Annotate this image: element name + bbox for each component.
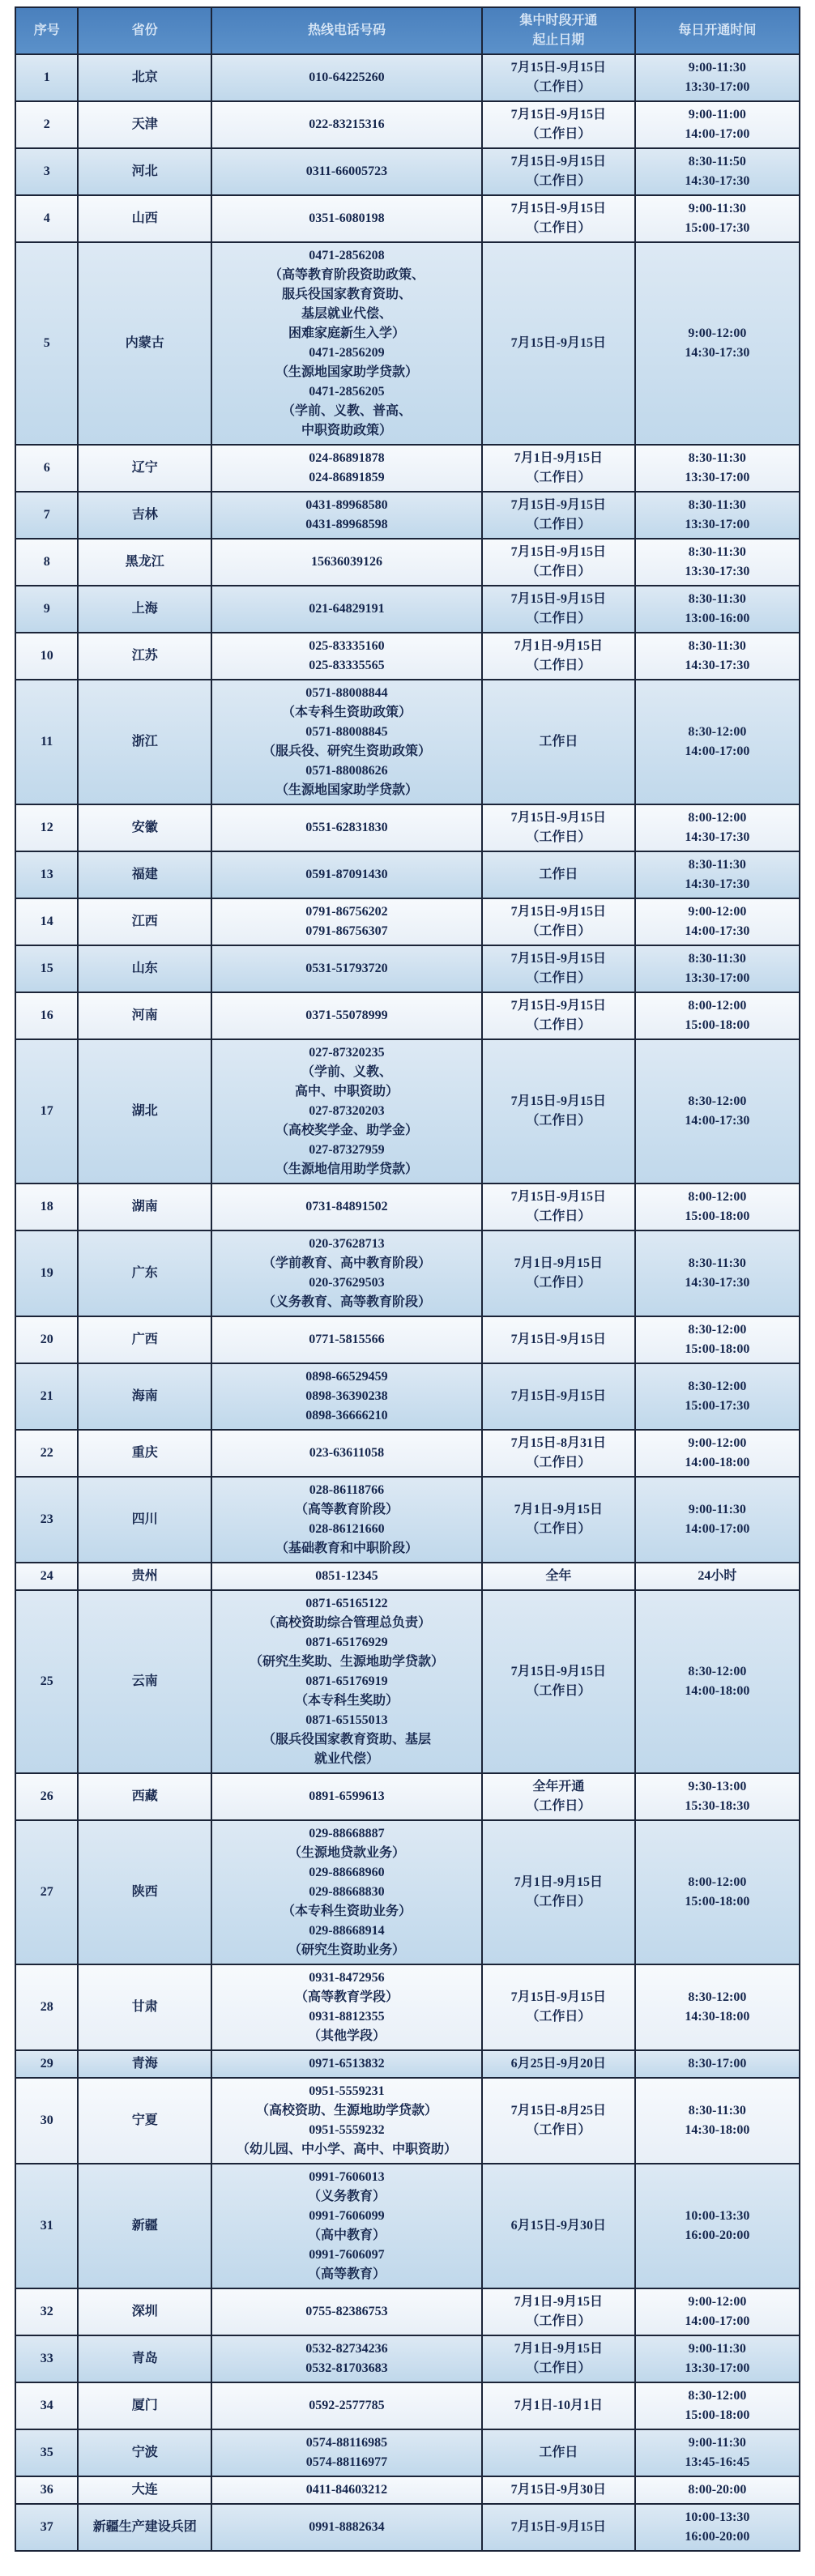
cell-index: 21 [15, 1363, 78, 1430]
cell-hours: 8:00-12:00 15:00-18:00 [635, 992, 800, 1039]
cell-province: 四川 [78, 1477, 211, 1563]
cell-dates: 7月15日-9月15日 [482, 1316, 635, 1363]
cell-phone: 0755-82386753 [211, 2288, 482, 2335]
cell-province: 河北 [78, 148, 211, 195]
cell-province: 陕西 [78, 1820, 211, 1964]
table-row [15, 2429, 800, 2476]
cell-hours: 9:00-11:30 15:00-17:30 [635, 195, 800, 242]
cell-province: 新疆生产建设兵团 [78, 2504, 211, 2551]
cell-hours: 8:30-11:30 14:30-17:30 [635, 1230, 800, 1316]
cell-dates: 全年开通 （工作日） [482, 1773, 635, 1820]
table-row [15, 445, 800, 492]
cell-province: 安徽 [78, 804, 211, 851]
table-row [15, 633, 800, 680]
cell-dates: 7月15日-9月15日 （工作日） [482, 1964, 635, 2050]
cell-index: 24 [15, 1563, 78, 1590]
cell-phone: 010-64225260 [211, 54, 482, 101]
cell-dates: 7月1日-9月15日 （工作日） [482, 1477, 635, 1563]
cell-phone: 0431-89968580 0431-89968598 [211, 492, 482, 539]
cell-province: 山西 [78, 195, 211, 242]
cell-hours: 9:00-11:30 13:45-16:45 [635, 2429, 800, 2476]
cell-phone: 0851-12345 [211, 1563, 482, 1590]
cell-province: 湖北 [78, 1039, 211, 1184]
cell-province: 北京 [78, 54, 211, 101]
cell-phone: 023-63611058 [211, 1430, 482, 1477]
cell-dates: 7月1日-9月15日 （工作日） [482, 2335, 635, 2382]
cell-hours: 8:00-12:00 15:00-18:00 [635, 1820, 800, 1964]
cell-phone: 0791-86756202 0791-86756307 [211, 898, 482, 945]
table-row [15, 1773, 800, 1820]
table-row [15, 2382, 800, 2429]
cell-province: 江西 [78, 898, 211, 945]
cell-hours: 10:00-13:30 16:00-20:00 [635, 2504, 800, 2551]
cell-province: 黑龙江 [78, 539, 211, 586]
cell-hours: 9:00-12:00 14:00-18:00 [635, 1430, 800, 1477]
cell-province: 大连 [78, 2476, 211, 2504]
cell-hours: 8:30-11:30 13:30-17:00 [635, 492, 800, 539]
cell-phone: 0991-8882634 [211, 2504, 482, 2551]
table-row [15, 195, 800, 242]
cell-hours: 8:30-17:00 [635, 2050, 800, 2078]
cell-dates: 7月15日-9月15日 （工作日） [482, 898, 635, 945]
cell-dates: 6月15日-9月30日 [482, 2164, 635, 2288]
cell-dates: 7月1日-10月1日 [482, 2382, 635, 2429]
table-row [15, 680, 800, 804]
cell-phone: 020-37628713 （学前教育、高中教育阶段） 020-37629503 （义务教育、高等教育阶段） [211, 1230, 482, 1316]
cell-hours: 9:00-12:00 14:00-17:30 [635, 898, 800, 945]
cell-hours: 8:30-12:00 14:30-18:00 [635, 1964, 800, 2050]
table-row [15, 101, 800, 148]
cell-phone: 0532-82734236 0532-81703683 [211, 2335, 482, 2382]
cell-phone: 0571-88008844 （本专科生资助政策） 0571-88008845 （服兵役、研究生资助政策） 0571-88008626 （生源地国家助学贷款） [211, 680, 482, 804]
cell-hours: 8:30-12:00 14:00-17:00 [635, 680, 800, 804]
cell-phone: 0731-84891502 [211, 1184, 482, 1230]
cell-index: 7 [15, 492, 78, 539]
cell-index: 36 [15, 2476, 78, 2504]
cell-province: 青海 [78, 2050, 211, 2078]
cell-dates: 7月15日-9月15日 （工作日） [482, 492, 635, 539]
cell-province: 浙江 [78, 680, 211, 804]
cell-hours: 9:00-12:00 14:00-17:00 [635, 2288, 800, 2335]
cell-dates: 工作日 [482, 2429, 635, 2476]
cell-hours: 9:00-12:00 14:30-17:30 [635, 242, 800, 445]
cell-phone: 0531-51793720 [211, 945, 482, 992]
table-row [15, 2335, 800, 2382]
cell-phone: 0931-8472956 （高等教育学段） 0931-8812355 （其他学段） [211, 1964, 482, 2050]
table-row [15, 2164, 800, 2288]
cell-dates: 7月15日-9月15日 [482, 2504, 635, 2551]
cell-dates: 工作日 [482, 851, 635, 898]
cell-hours: 24小时 [635, 1563, 800, 1590]
cell-phone: 0311-66005723 [211, 148, 482, 195]
cell-dates: 7月1日-9月15日 （工作日） [482, 445, 635, 492]
cell-dates: 7月15日-9月15日 （工作日） [482, 101, 635, 148]
table-row [15, 2078, 800, 2164]
cell-phone: 027-87320235 （学前、义教、 高中、中职资助） 027-87320203 （高校奖学金、助学金） 027-87327959 （生源地信用助学贷款） [211, 1039, 482, 1184]
cell-index: 28 [15, 1964, 78, 2050]
cell-index: 23 [15, 1477, 78, 1563]
cell-phone: 025-83335160 025-83335565 [211, 633, 482, 680]
cell-dates: 7月15日-9月15日 （工作日） [482, 195, 635, 242]
cell-phone: 0891-6599613 [211, 1773, 482, 1820]
cell-province: 宁夏 [78, 2078, 211, 2164]
cell-index: 3 [15, 148, 78, 195]
table-row [15, 804, 800, 851]
cell-index: 31 [15, 2164, 78, 2288]
cell-dates: 7月15日-8月25日 （工作日） [482, 2078, 635, 2164]
cell-dates: 工作日 [482, 680, 635, 804]
cell-phone: 0574-88116985 0574-88116977 [211, 2429, 482, 2476]
cell-dates: 7月15日-8月31日 （工作日） [482, 1430, 635, 1477]
cell-province: 海南 [78, 1363, 211, 1430]
cell-phone: 0898-66529459 0898-36390238 0898-36666210 [211, 1363, 482, 1430]
cell-province: 青岛 [78, 2335, 211, 2382]
table-body [15, 54, 800, 2551]
cell-phone: 022-83215316 [211, 101, 482, 148]
table-row [15, 1039, 800, 1184]
cell-dates: 7月1日-9月15日 （工作日） [482, 2288, 635, 2335]
table-header-row [15, 7, 800, 54]
cell-hours: 9:30-13:00 15:30-18:30 [635, 1773, 800, 1820]
cell-dates: 7月15日-9月15日 （工作日） [482, 539, 635, 586]
table-row [15, 586, 800, 633]
cell-province: 广西 [78, 1316, 211, 1363]
cell-province: 江苏 [78, 633, 211, 680]
table-row [15, 2050, 800, 2078]
table-row [15, 54, 800, 101]
cell-index: 17 [15, 1039, 78, 1184]
cell-province: 河南 [78, 992, 211, 1039]
table-row [15, 898, 800, 945]
cell-province: 云南 [78, 1590, 211, 1773]
cell-province: 甘肃 [78, 1964, 211, 2050]
header-dates-line2: 起止日期 [532, 33, 585, 47]
cell-index: 25 [15, 1590, 78, 1773]
cell-phone: 0371-55078999 [211, 992, 482, 1039]
header-cell-province: 省份 [78, 7, 211, 54]
cell-phone: 021-64829191 [211, 586, 482, 633]
cell-phone: 0871-65165122 （高校资助综合管理总负责） 0871-65176929 （研究生奖助、生源地助学贷款） 0871-65176919 （本专科生奖助） 0871-65155013 （服兵役国家教育资助、基层 就业代偿） [211, 1590, 482, 1773]
cell-index: 19 [15, 1230, 78, 1316]
table-row [15, 1363, 800, 1430]
cell-index: 32 [15, 2288, 78, 2335]
cell-dates: 7月15日-9月15日 （工作日） [482, 586, 635, 633]
cell-index: 37 [15, 2504, 78, 2551]
cell-hours: 9:00-11:30 13:30-17:00 [635, 2335, 800, 2382]
cell-dates: 7月15日-9月15日 （工作日） [482, 54, 635, 101]
cell-index: 35 [15, 2429, 78, 2476]
cell-index: 12 [15, 804, 78, 851]
cell-province: 福建 [78, 851, 211, 898]
cell-hours: 8:30-11:30 13:30-17:00 [635, 445, 800, 492]
cell-dates: 7月1日-9月15日 （工作日） [482, 1820, 635, 1964]
cell-dates: 7月15日-9月15日 （工作日） [482, 1184, 635, 1230]
table-row [15, 1184, 800, 1230]
cell-hours: 8:30-11:30 14:30-17:30 [635, 633, 800, 680]
cell-phone: 15636039126 [211, 539, 482, 586]
header-cell-dates [482, 7, 635, 54]
cell-dates: 7月15日-9月15日 （工作日） [482, 992, 635, 1039]
cell-index: 5 [15, 242, 78, 445]
cell-index: 30 [15, 2078, 78, 2164]
cell-province: 湖南 [78, 1184, 211, 1230]
cell-hours: 8:30-11:30 13:30-17:00 [635, 945, 800, 992]
cell-index: 11 [15, 680, 78, 804]
table-row [15, 148, 800, 195]
cell-phone: 0551-62831830 [211, 804, 482, 851]
cell-dates: 6月25日-9月20日 [482, 2050, 635, 2078]
cell-dates: 7月15日-9月15日 （工作日） [482, 1590, 635, 1773]
cell-province: 吉林 [78, 492, 211, 539]
table-row [15, 2288, 800, 2335]
cell-hours: 8:30-12:00 15:00-17:30 [635, 1363, 800, 1430]
cell-province: 天津 [78, 101, 211, 148]
cell-hours: 8:30-11:30 14:30-18:00 [635, 2078, 800, 2164]
cell-province: 深圳 [78, 2288, 211, 2335]
cell-index: 27 [15, 1820, 78, 1964]
cell-phone: 0991-7606013 （义务教育） 0991-7606099 （高中教育） 0991-7606097 （高等教育） [211, 2164, 482, 2288]
cell-index: 10 [15, 633, 78, 680]
cell-index: 20 [15, 1316, 78, 1363]
cell-dates: 7月15日-9月15日 [482, 1363, 635, 1430]
header-cell-index: 序号 [15, 7, 78, 54]
cell-province: 山东 [78, 945, 211, 992]
table-row [15, 1230, 800, 1316]
cell-hours: 9:00-11:00 14:00-17:00 [635, 101, 800, 148]
cell-hours: 8:00-12:00 15:00-18:00 [635, 1184, 800, 1230]
table-row [15, 492, 800, 539]
table-row [15, 539, 800, 586]
cell-dates: 7月1日-9月15日 （工作日） [482, 1230, 635, 1316]
cell-province: 上海 [78, 586, 211, 633]
cell-province: 广东 [78, 1230, 211, 1316]
table-row [15, 945, 800, 992]
cell-hours: 8:30-11:30 14:30-17:30 [635, 851, 800, 898]
cell-hours: 8:30-12:00 15:00-18:00 [635, 2382, 800, 2429]
cell-hours: 8:30-12:00 15:00-18:00 [635, 1316, 800, 1363]
cell-phone: 0771-5815566 [211, 1316, 482, 1363]
cell-index: 1 [15, 54, 78, 101]
cell-phone: 0971-6513832 [211, 2050, 482, 2078]
table-row [15, 1964, 800, 2050]
table-row [15, 2476, 800, 2504]
header-dates-line1: 集中时段开通 [519, 14, 598, 28]
cell-hours: 9:00-11:30 13:30-17:00 [635, 54, 800, 101]
cell-province: 辽宁 [78, 445, 211, 492]
table-row [15, 242, 800, 445]
cell-hours: 8:00-20:00 [635, 2476, 800, 2504]
cell-hours: 8:30-11:50 14:30-17:30 [635, 148, 800, 195]
table-header [15, 7, 800, 54]
cell-province: 厦门 [78, 2382, 211, 2429]
cell-hours: 8:30-11:30 13:00-16:00 [635, 586, 800, 633]
cell-dates: 7月15日-9月30日 [482, 2476, 635, 2504]
cell-index: 34 [15, 2382, 78, 2429]
cell-index: 9 [15, 586, 78, 633]
cell-index: 8 [15, 539, 78, 586]
cell-province: 内蒙古 [78, 242, 211, 445]
cell-hours: 8:30-12:00 14:00-17:30 [635, 1039, 800, 1184]
cell-index: 29 [15, 2050, 78, 2078]
cell-phone: 0351-6080198 [211, 195, 482, 242]
cell-index: 15 [15, 945, 78, 992]
cell-province: 新疆 [78, 2164, 211, 2288]
table-row [15, 1477, 800, 1563]
cell-hours: 8:00-12:00 14:30-17:30 [635, 804, 800, 851]
cell-phone: 0592-2577785 [211, 2382, 482, 2429]
table-row [15, 851, 800, 898]
cell-dates: 7月15日-9月15日 （工作日） [482, 804, 635, 851]
cell-phone: 0411-84603212 [211, 2476, 482, 2504]
cell-phone: 0471-2856208 （高等教育阶段资助政策、 服兵役国家教育资助、 基层就业代偿、 困难家庭新生入学） 0471-2856209 （生源地国家助学贷款） 0471-2856205 （学前、义教、普高、 中职资助政策） [211, 242, 482, 445]
cell-index: 14 [15, 898, 78, 945]
table-row [15, 1563, 800, 1590]
table-row [15, 2504, 800, 2551]
cell-dates: 7月15日-9月15日 （工作日） [482, 945, 635, 992]
cell-index: 16 [15, 992, 78, 1039]
cell-province: 西藏 [78, 1773, 211, 1820]
cell-index: 26 [15, 1773, 78, 1820]
cell-index: 2 [15, 101, 78, 148]
cell-province: 重庆 [78, 1430, 211, 1477]
cell-phone: 0591-87091430 [211, 851, 482, 898]
cell-hours: 8:30-12:00 14:00-18:00 [635, 1590, 800, 1773]
table-row [15, 992, 800, 1039]
table-row [15, 1820, 800, 1964]
table-row [15, 1316, 800, 1363]
cell-province: 贵州 [78, 1563, 211, 1590]
cell-hours: 9:00-11:30 14:00-17:00 [635, 1477, 800, 1563]
cell-dates: 7月1日-9月15日 （工作日） [482, 633, 635, 680]
cell-index: 18 [15, 1184, 78, 1230]
cell-dates: 7月15日-9月15日 （工作日） [482, 1039, 635, 1184]
cell-hours: 8:30-11:30 13:30-17:30 [635, 539, 800, 586]
cell-index: 13 [15, 851, 78, 898]
cell-index: 33 [15, 2335, 78, 2382]
cell-dates: 全年 [482, 1563, 635, 1590]
cell-phone: 029-88668887 （生源地贷款业务） 029-88668960 029-88668830 （本专科生资助业务） 029-88668914 （研究生资助业务） [211, 1820, 482, 1964]
cell-phone: 024-86891878 024-86891859 [211, 445, 482, 492]
hotline-table [15, 6, 800, 2552]
table-row [15, 1430, 800, 1477]
cell-province: 宁波 [78, 2429, 211, 2476]
cell-index: 22 [15, 1430, 78, 1477]
cell-phone: 0951-5559231 （高校资助、生源地助学贷款） 0951-5559232 （幼儿园、中小学、高中、中职资助） [211, 2078, 482, 2164]
cell-dates: 7月15日-9月15日 [482, 242, 635, 445]
cell-index: 6 [15, 445, 78, 492]
cell-hours: 10:00-13:30 16:00-20:00 [635, 2164, 800, 2288]
header-cell-hours: 每日开通时间 [635, 7, 800, 54]
cell-dates: 7月15日-9月15日 （工作日） [482, 148, 635, 195]
table-row [15, 1590, 800, 1773]
cell-phone: 028-86118766 （高等教育阶段） 028-86121660 （基础教育和中职阶段） [211, 1477, 482, 1563]
header-cell-phone: 热线电话号码 [211, 7, 482, 54]
cell-index: 4 [15, 195, 78, 242]
